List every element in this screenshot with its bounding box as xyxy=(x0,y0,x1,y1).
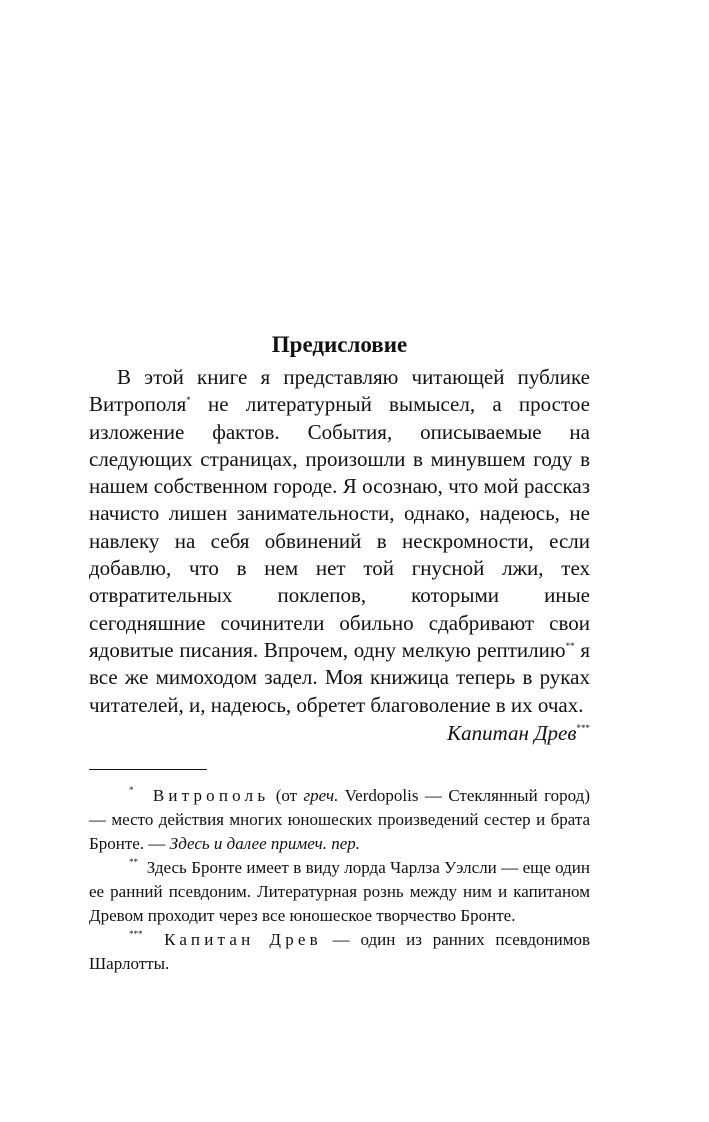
footnote-divider xyxy=(89,769,207,770)
footnote-ref-1: * xyxy=(186,395,191,406)
body-text-2: не литературный вымысел, а простое изложение фактов. События, описываемые на следующих страницах, произошли в минувшем году в нашем собственном городе. Я осознаю, что мой рассказ начисто лишен занимательности, однако, надеюсь, не навлеку на себя обвинений в нескромности, если добавлю, что в нем нет той гнусной лжи, тех отвратительных поклепов, которыми иные сегодняшние сочинители обильно сдабривают свои ядовитые писания. Впрочем, одну мелкую рептилию xyxy=(89,392,590,662)
footnote-3-text: — один из ранних псевдонимов Шарлотты. xyxy=(89,929,590,973)
footnote-1-mark: * xyxy=(129,784,134,795)
footnote-1-text-d: Здесь и далее примеч. пер. xyxy=(169,833,360,853)
footnote-3-term: Капитан Древ xyxy=(164,929,322,949)
footnote-ref-3: *** xyxy=(576,722,590,733)
footnote-1-text-a: (от xyxy=(269,785,304,805)
footnote-3 xyxy=(89,928,590,976)
signature-name: Капитан Древ xyxy=(447,720,577,745)
author-signature xyxy=(89,719,590,747)
footnote-1-term: Витрополь xyxy=(152,785,270,805)
footnote-1 xyxy=(89,784,590,856)
body-text-1: В этой книге я представляю читающей публике Витрополя xyxy=(89,365,590,417)
footnote-1-text-c: Verdopolis — Стеклянный город) — место действия многих юношеских произведений сестер и брата Бронте. — xyxy=(89,785,590,853)
page-title: Предисловие xyxy=(271,332,408,357)
footnote-3-mark: *** xyxy=(129,928,143,939)
preface-paragraph xyxy=(89,364,590,719)
footnote-ref-2: ** xyxy=(565,640,575,651)
footnote-2 xyxy=(89,856,590,928)
footnote-2-mark: ** xyxy=(129,856,138,867)
book-page xyxy=(89,330,590,976)
body-text-3: я все же мимоходом задел. Моя книжица теперь в руках читателей, и, надеюсь, обретет благоволение в их очах. xyxy=(89,637,590,717)
footnote-2-text: Здесь Бронте имеет в виду лорда Чарлза Уэлсли — еще один ее ранний псевдоним. Литературная рознь между ним и капитаном Древом проходит через все юношеское творчество Бронте. xyxy=(89,857,591,925)
footnote-1-text-b: греч. xyxy=(303,785,339,805)
